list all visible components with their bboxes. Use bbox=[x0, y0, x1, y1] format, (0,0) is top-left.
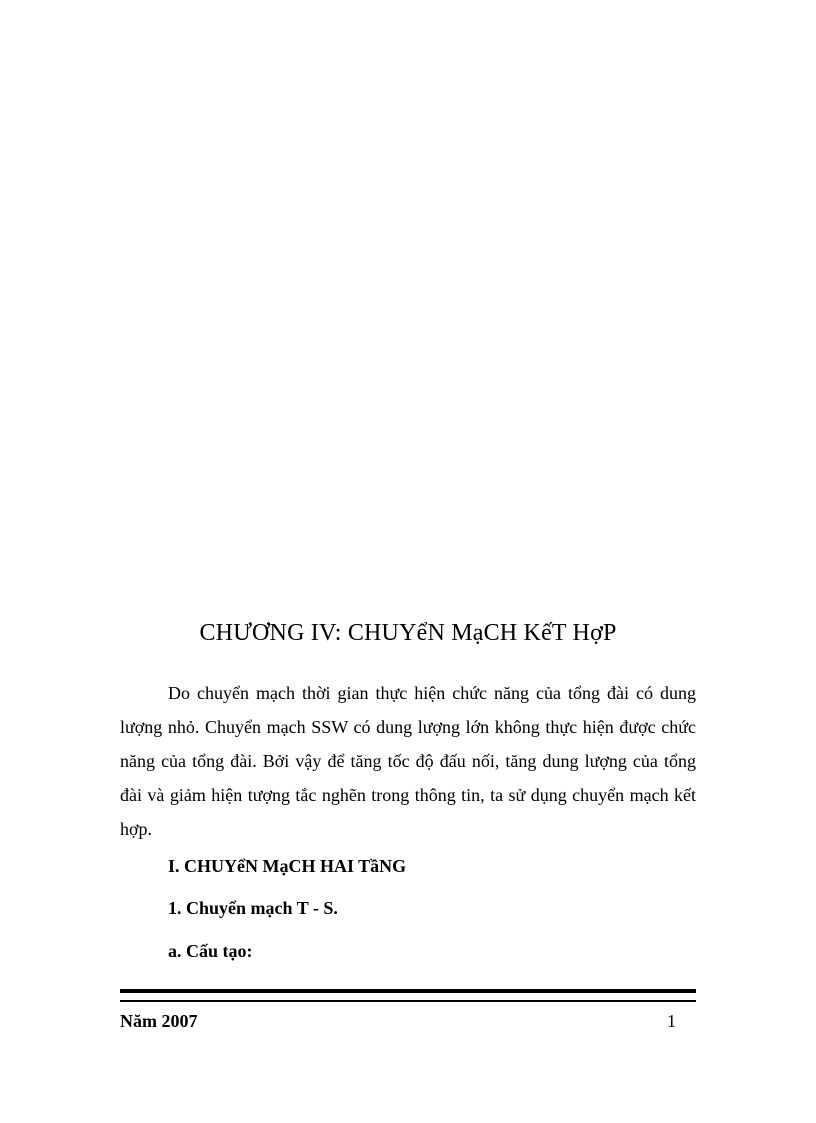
item-heading: a. Cấu tạo: bbox=[168, 941, 253, 961]
section-heading: I. CHUYểN MạCH HAI TầNG bbox=[168, 856, 407, 876]
body-paragraph: Do chuyển mạch thời gian thực hiện chức năng của tổng đài có dung lượng nhỏ. Chuyển mạch SSW có dung lượng lớn không thực hiện được chức năng của tổng đài. Bởi vậy để tăng tốc độ đấu nối, tăng dung lượng của tổng đài và giảm hiện tượng tắc nghẽn trong thông tin, ta sử dụng chuyển mạch kết hợp. bbox=[120, 683, 696, 839]
subsection-heading: 1. Chuyển mạch T - S. bbox=[168, 898, 338, 918]
chapter-title: CHƯƠNG IV: CHUYểN MạCH KếT HợP bbox=[199, 620, 617, 646]
footer-divider-thick bbox=[120, 989, 696, 993]
page-number: 1 bbox=[667, 1011, 676, 1031]
footer-divider-thin bbox=[120, 1000, 696, 1002]
footer-year: Năm 2007 bbox=[120, 1011, 198, 1031]
